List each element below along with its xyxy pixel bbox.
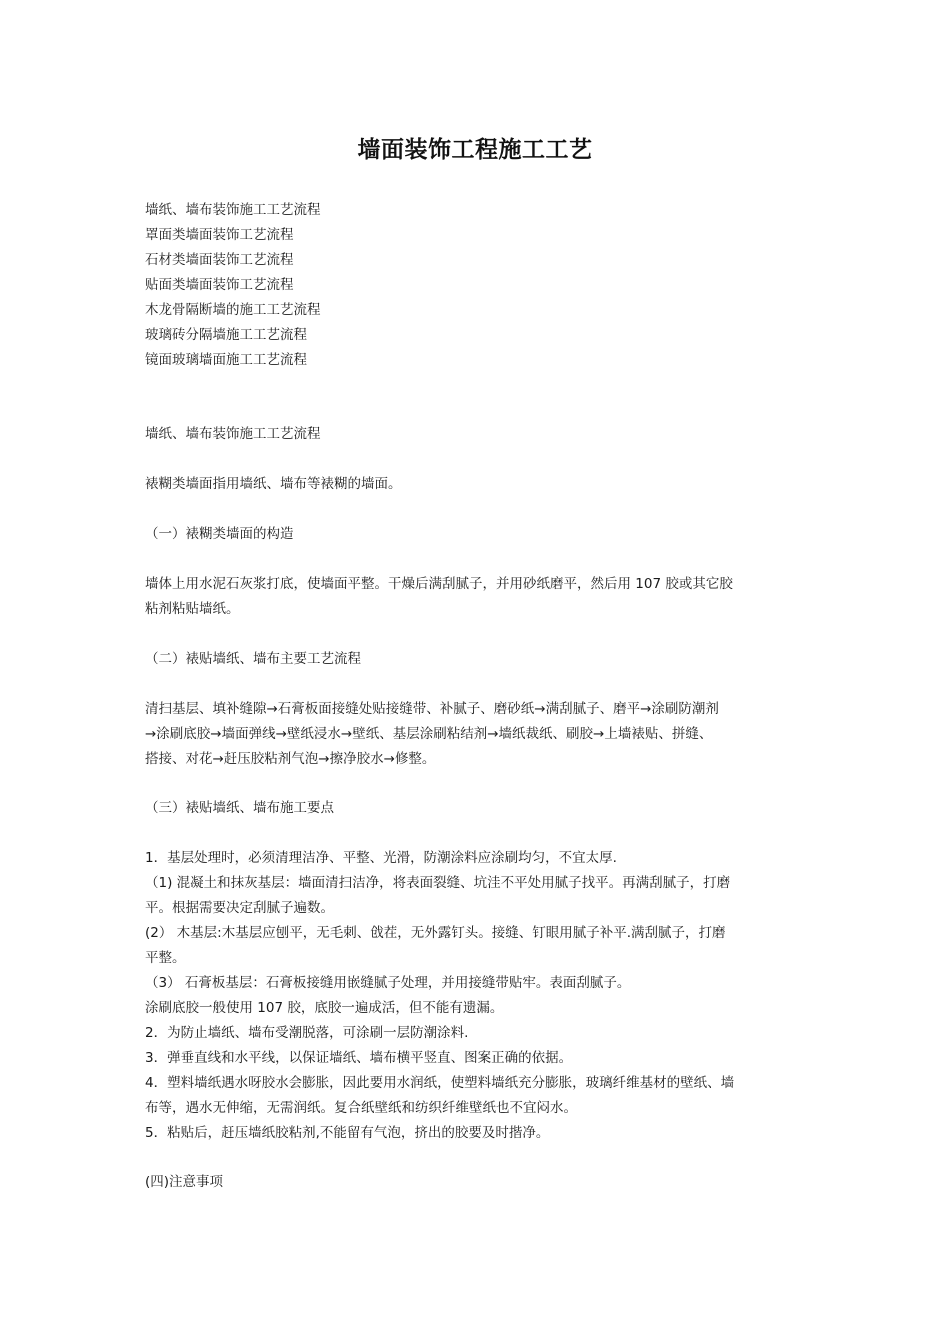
intro-text: 裱糊类墙面指用墙纸、墙布等裱糊的墙面。	[145, 476, 402, 492]
list-item: 涂刷底胶一般使用 107 胶，底胶一遍成活，但不能有遗漏。	[145, 1000, 504, 1016]
subsection-heading-4	[145, 1170, 807, 1195]
toc-item: 镜面玻璃墙面施工工艺流程	[145, 352, 307, 368]
subsection-heading-3	[145, 796, 807, 821]
list-item: 1．基层处理时，必须清理洁净、平整、光滑，防潮涂料应涂刷均匀，不宜太厚.	[145, 850, 617, 866]
section-heading-text: 墙纸、墙布装饰施工工艺流程	[145, 426, 321, 442]
list-item: （1) 混凝土和抹灰基层：墙面清扫洁净，将表面裂缝、坑洼不平处用腻子找平。再满刮腻子，打磨	[145, 875, 731, 891]
intro-paragraph	[145, 472, 807, 497]
list-item: 4．塑料墙纸遇水呀胶水会膨胀，因此要用水润纸，使塑料墙纸充分膨胀，玻璃纤维基材的壁纸、墙	[145, 1075, 735, 1091]
subsection-heading-4-text: (四)注意事项	[145, 1174, 224, 1190]
subsection-heading-2-text: （二）裱贴墙纸、墙布主要工艺流程	[145, 651, 361, 667]
list-item: (2） 木基层:木基层应刨平，无毛刺、戗茬，无外露钉头。接缝、钉眼用腻子补平.满刮腻子，打磨	[145, 925, 726, 941]
list-item: 布等，遇水无伸缩，无需润纸。复合纸壁纸和纺织纤维壁纸也不宜闷水。	[145, 1100, 577, 1116]
table-of-contents	[145, 198, 807, 373]
toc-item: 罩面类墙面装饰工艺流程	[145, 227, 294, 243]
paragraph-line: 墙体上用水泥石灰浆打底，使墙面平整。干燥后满刮腻子，并用砂纸磨平，然后用 107 胶或其它胶	[145, 576, 733, 592]
toc-item: 木龙骨隔断墙的施工工艺流程	[145, 302, 321, 318]
paragraph-line: 粘剂粘贴墙纸。	[145, 601, 240, 617]
toc-item: 墙纸、墙布装饰施工工艺流程	[145, 202, 321, 218]
list-item: 3．弹垂直线和水平线，以保证墙纸、墙布横平竖直、图案正确的依据。	[145, 1050, 573, 1066]
toc-item: 玻璃砖分隔墙施工工艺流程	[145, 327, 307, 343]
process-paragraph	[145, 697, 807, 772]
subsection-heading-1-text: （一）裱糊类墙面的构造	[145, 526, 294, 542]
subsection-heading-2	[145, 647, 807, 672]
key-points-list	[145, 846, 807, 1146]
list-item: 5．粘贴后，赶压墙纸胶粘剂,不能留有气泡，挤出的胶要及时揩净。	[145, 1125, 550, 1141]
construction-paragraph	[145, 572, 807, 622]
list-item: 平。根据需要决定刮腻子遍数。	[145, 900, 334, 916]
document-title: 墙面装饰工程施工工艺	[357, 136, 593, 163]
subsection-heading-1	[145, 522, 807, 547]
section-heading	[145, 422, 807, 447]
paragraph-line: →涂刷底胶→墙面弹线→壁纸浸水→壁纸、基层涂刷粘结剂→墙纸裁纸、刷胶→上墙裱贴、拼缝、	[145, 726, 713, 742]
toc-item: 贴面类墙面装饰工艺流程	[145, 277, 294, 293]
subsection-heading-3-text: （三）裱贴墙纸、墙布施工要点	[145, 800, 334, 816]
paragraph-line: 搭接、对花→赶压胶粘剂气泡→擦净胶水→修整。	[145, 751, 436, 767]
toc-item: 石材类墙面装饰工艺流程	[145, 252, 294, 268]
list-item: 2．为防止墙纸、墙布受潮脱落，可涂刷一层防潮涂料.	[145, 1025, 469, 1041]
paragraph-line: 清扫基层、填补缝隙→石膏板面接缝处贴接缝带、补腻子、磨砂纸→满刮腻子、磨平→涂刷防潮剂	[145, 701, 719, 717]
list-item: 平整。	[145, 950, 186, 966]
list-item: （3） 石膏板基层：石膏板接缝用嵌缝腻子处理，并用接缝带贴牢。表面刮腻子。	[145, 975, 631, 991]
